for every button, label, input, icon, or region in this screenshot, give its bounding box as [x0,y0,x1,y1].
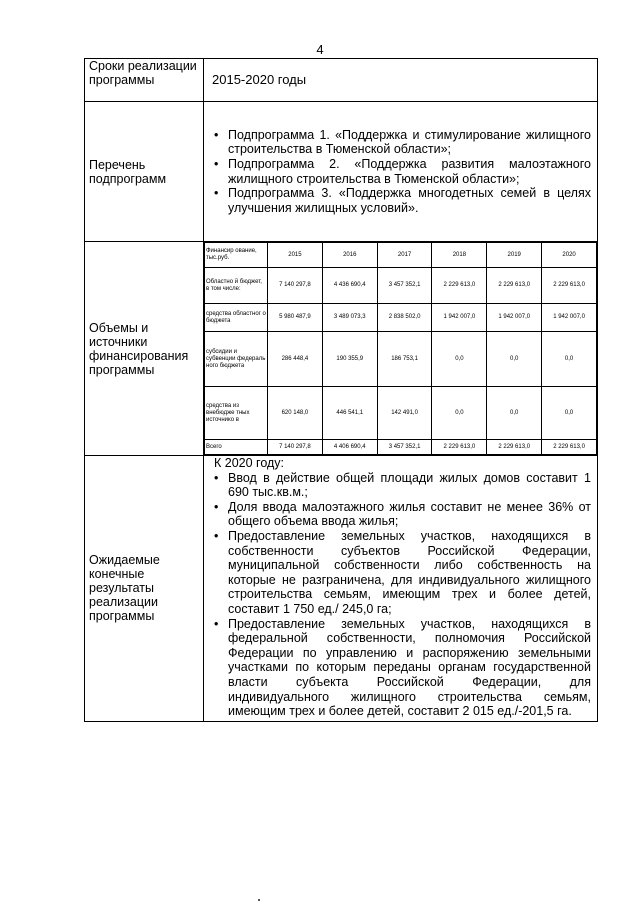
financing-header-row [205,243,597,268]
results-intro: К 2020 году: [214,456,285,470]
financing-row-label: Всего [205,440,268,455]
page-number: 4 [316,42,324,57]
financing-cell: 3 457 352,1 [377,440,432,455]
financing-cell: 7 140 297,8 [268,440,323,455]
subprograms-label: Перечень подпрограмм [85,102,204,242]
financing-cell: 2 229 613,0 [487,268,542,304]
financing-row [85,242,598,456]
financing-cell: 142 491,0 [377,387,432,440]
financing-cell: 0,0 [432,332,487,387]
financing-label: Объемы и источники финансирования программы [85,242,204,456]
financing-row-regional-funds [205,304,597,332]
result-item: • Предоставление земельных участков, находящихся в собственности субъектов Российской Федерации, муниципальной собственности либо собственность на которые не разграничена, для индивидуального жилищного строительства семьям, имеющим трех и более детей, составит 1 750 ед./ 245,0 га; [206,529,591,617]
financing-cell: 0,0 [487,387,542,440]
financing-cell: 190 355,9 [322,332,377,387]
financing-row-total [205,440,597,455]
year-header: 2017 [377,243,432,268]
financing-cell: 0,0 [542,387,597,440]
result-item: • Доля ввода малоэтажного жилья составит не менее 36% от общего объема ввода жилья; [206,500,591,529]
period-label: Сроки реализации программы [85,59,204,102]
result-item: • Предоставление земельных участков, находящихся в федеральной собственности, полномочия Российской Федерации по управлению и распоряжению земельными участками по которым переданы органам государственной власти субъекта Российской Федерации, для индивидуального жилищного строительства семьям, имеющим трех и более детей, составит 2 015 ед./-201,5 га. [206,617,591,719]
financing-row-extrabudgetary [205,387,597,440]
year-header: 2016 [322,243,377,268]
financing-row-regional-total [205,268,597,304]
financing-cell: 4 436 690,4 [322,268,377,304]
financing-cell: 2 838 502,0 [377,304,432,332]
financing-cell: 446 541,1 [322,387,377,440]
subprogram-item: • Подпрограмма 3. «Поддержка многодетных семей в целях улучшения жилищных условий». [206,186,591,215]
financing-cell: 1 942 007,0 [542,304,597,332]
financing-cell: 3 457 352,1 [377,268,432,304]
period-value: 2015-2020 годы [204,59,598,102]
financing-row-label: средства областног о бюджета [205,304,268,332]
financing-cell: 186 753,1 [377,332,432,387]
results-row [85,456,598,722]
financing-cell: 286 448,4 [268,332,323,387]
financing-header-label: Финансир ование, тыс.руб. [205,243,268,268]
financing-cell: 2 229 613,0 [487,440,542,455]
financing-cell: 0,0 [432,387,487,440]
financing-cell: 620 148,0 [268,387,323,440]
financing-cell: 2 229 613,0 [542,440,597,455]
period-row [85,59,598,102]
subprograms-list [206,128,591,216]
year-header: 2015 [268,243,323,268]
financing-cell: 3 489 073,3 [322,304,377,332]
financing-cell: 4 406 690,4 [322,440,377,455]
financing-table [204,242,597,455]
financing-row-label: Областно й бюджет, в том числе: [205,268,268,304]
subprograms-row [85,102,598,242]
financing-cell: 2 229 613,0 [542,268,597,304]
subprogram-item: • Подпрограмма 1. «Поддержка и стимулирование жилищного строительства в Тюменской области»; [206,128,591,157]
financing-cell: 7 140 297,8 [268,268,323,304]
financing-cell: 0,0 [487,332,542,387]
financing-cell: 1 942 007,0 [432,304,487,332]
financing-row-federal-subsidies [205,332,597,387]
year-header: 2018 [432,243,487,268]
financing-cell: 2 229 613,0 [432,440,487,455]
program-passport-table [84,58,598,722]
year-header: 2020 [542,243,597,268]
scan-speck [258,899,260,901]
year-header: 2019 [487,243,542,268]
result-item: • Ввод в действие общей площади жилых домов составит 1 690 тыс.кв.м.; [206,471,591,500]
results-list [206,471,591,719]
financing-row-label: средства из внебюдже тных источнико в [205,387,268,440]
financing-cell: 2 229 613,0 [432,268,487,304]
results-label: Ожидаемые конечные результаты реализации программы [85,456,204,722]
financing-cell: 1 942 007,0 [487,304,542,332]
financing-cell: 0,0 [542,332,597,387]
financing-row-label: субсидии и субвенции федераль ного бюджета [205,332,268,387]
financing-cell: 5 980 487,9 [268,304,323,332]
subprogram-item: • Подпрограмма 2. «Поддержка развития малоэтажного жилищного строительства в Тюменской области»; [206,157,591,186]
